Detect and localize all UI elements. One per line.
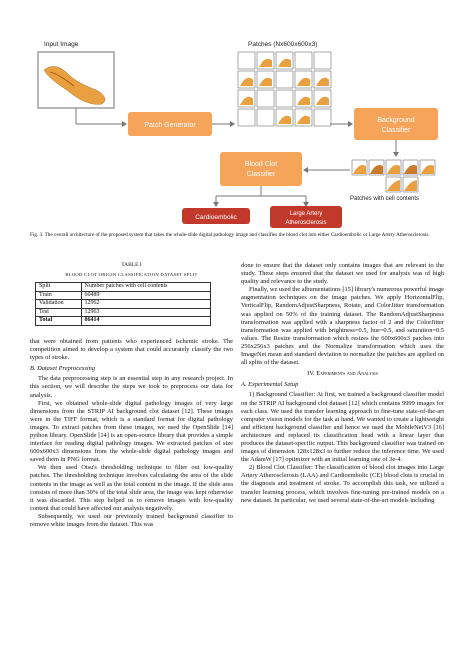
patch-generator-label: Patch Generator: [144, 122, 196, 129]
architecture-figure: [30, 34, 444, 230]
patch-tile: [238, 109, 255, 126]
svg-text:Atherosclerosis: Atherosclerosis: [285, 220, 327, 226]
left-column: [30, 262, 233, 529]
patch-tile: [295, 52, 312, 69]
table-total-row: Total 86414: [36, 317, 211, 326]
figure-caption: Fig. 3. The overall architecture of the proposed system that takes the whole-slide digital pathology image and classifies the blood clot into either Cardioembolic or Large Artery Atherosclerosis.: [30, 232, 430, 238]
paragraph: First, we obtained whole-slide digital pathology images of very large dimensions from the STRIP AI background clot dataset [12]. These images were in the TIFF format, which is a standard format for digital pathology images. To extract patches from these images, we used the OpenSlide [14] python library. OpenSlide [14] is an open-source library that provides a simple interface for reading digital pathology images. We extracted patches of size 600x600x3 dimensions from the whole-slide digital pathology images and saved them in PNG format.: [30, 399, 233, 464]
patch-tile: [314, 109, 331, 126]
svg-text:Large Artery: Large Artery: [289, 211, 323, 217]
architecture-diagram: [30, 34, 444, 230]
paragraph: Finally, we used the albumentations [15] library's numerous powerful image augmentation techniques on the image patches. We apply HorizontalFlip, VerticalFlip, RandomAdjustSharpness, Rotate, and ColorJitter transformation was applied on 50% of the training dataset. The RandomAdjustSharpness transformation was applied with a sharpness factor of 2 and the ColorJitter transformation was applied with brightness=0.5, hue=0.5, and saturation=0.5 values. The Resize transformation which resizes the 600x600x3 patches into 256x256x3 patches and the Normalize transformation which uses the ImageNet mean and standard deviation to normalize the patches are applied on all splits of the dataset.: [241, 286, 444, 367]
table-row: Train 60489: [36, 291, 211, 300]
patches-grid: [238, 52, 331, 126]
cell-patches-label: Patches with cell contents: [350, 196, 420, 202]
patch-tile: [276, 71, 293, 88]
paragraph: The data preprocessing step is an essential step in any research project. In this section, we will describe the steps we took to preprocess our data for analysis.: [30, 375, 233, 399]
section-heading: B. Dataset Preprocessing: [30, 365, 96, 373]
section-heading: IV. Experiments and Analysis: [307, 370, 378, 378]
svg-text:Classifier: Classifier: [246, 171, 276, 178]
patch-tile: [238, 52, 255, 69]
background-classifier-box: [354, 108, 438, 140]
cardioembolic-label: Cardioembolic: [195, 214, 237, 221]
patch-tile: [314, 52, 331, 69]
table-subtitle: BLOOD CLOT ORIGIN CLASSIFICATION DATASET SPLIT: [65, 272, 198, 277]
paragraph: that were obtained from patients who experienced ischemic stroke. The competition aimed to develop a system that could accurately classify the two types of stroke.: [30, 337, 233, 362]
table-header-cell: Number patches with cell contents: [81, 283, 210, 292]
svg-text:Blood Clot: Blood Clot: [244, 161, 278, 168]
table-row: Test 12963: [36, 308, 211, 317]
table-title: TABLE I: [121, 262, 142, 268]
right-column: [241, 262, 444, 505]
patch-tile: [257, 90, 274, 107]
dataset-split-table: [35, 282, 211, 326]
patch-tile: [276, 90, 293, 107]
paragraph: done to ensure that the dataset only contains images that are relevant to the study. These steps ensured that the dataset we used for analysis was of high quality and relevance to the study.: [241, 262, 444, 286]
svg-text:Classifier: Classifier: [381, 127, 411, 134]
paragraph: We then used Otsu's thresholding technique to filter out low-quality patches. The thresholding technique involves calculating the area of the slide contents in the image as well as the total content in the image. If the slide area consists of more than 30% of the total slide area, the image was kept otherwise it was discarded. This step helped us to remove images with low-quality content that could have affected our analysis negatively.: [30, 464, 233, 512]
paragraph: 2) Blood Clot Classifier: The classification of blood clot images into Large Artery Atherosclerosis (LAA) and Cardioembolic (CE) blood clots is crucial in the diagnosis and treatment of stroke. To accomplish this task, we utilized a transfer learning process, which involves fine-tuning pre-trained models on a new dataset. In particular, we used several state-of-the-art models including: [241, 464, 444, 504]
paragraph: 1) Background Classifier: At first, we trained a background classifier model on the STRIP AI background clot dataset [12] which contains 9999 images for each class. We used the transfer learning approach to fine-tune state-of-the-art computer vision models for the task at hand. We wanted to create a lightweight and efficient background classifier and hence we used the MobileNetV3 [16] architecture and replaced its classification head with a linear layer that produces the dataset-specific output. This background classifier was trained on images of dimension 128x128x3 to further reduce the inference time. We used the AdamW [17] optimizer with an initial learning rate of 3e-4.: [241, 391, 444, 464]
svg-text:Background: Background: [377, 117, 415, 124]
paragraph: Subsequently, we used our previously trained background classifier to remove white images from the dataset. This was: [30, 512, 233, 529]
subsection-heading: A. Experimental Setup: [241, 381, 299, 389]
table-row: Validation 12962: [36, 300, 211, 309]
patch-tile: [257, 109, 274, 126]
blood-clot-classifier-box: [220, 152, 302, 186]
cell-patches: [352, 160, 435, 192]
table-header-cell: Split: [36, 283, 82, 292]
table-header-row: [36, 283, 211, 292]
patches-label: Patches (Nx600x600x3): [248, 41, 318, 48]
input-image-label: Input Image: [44, 41, 79, 48]
